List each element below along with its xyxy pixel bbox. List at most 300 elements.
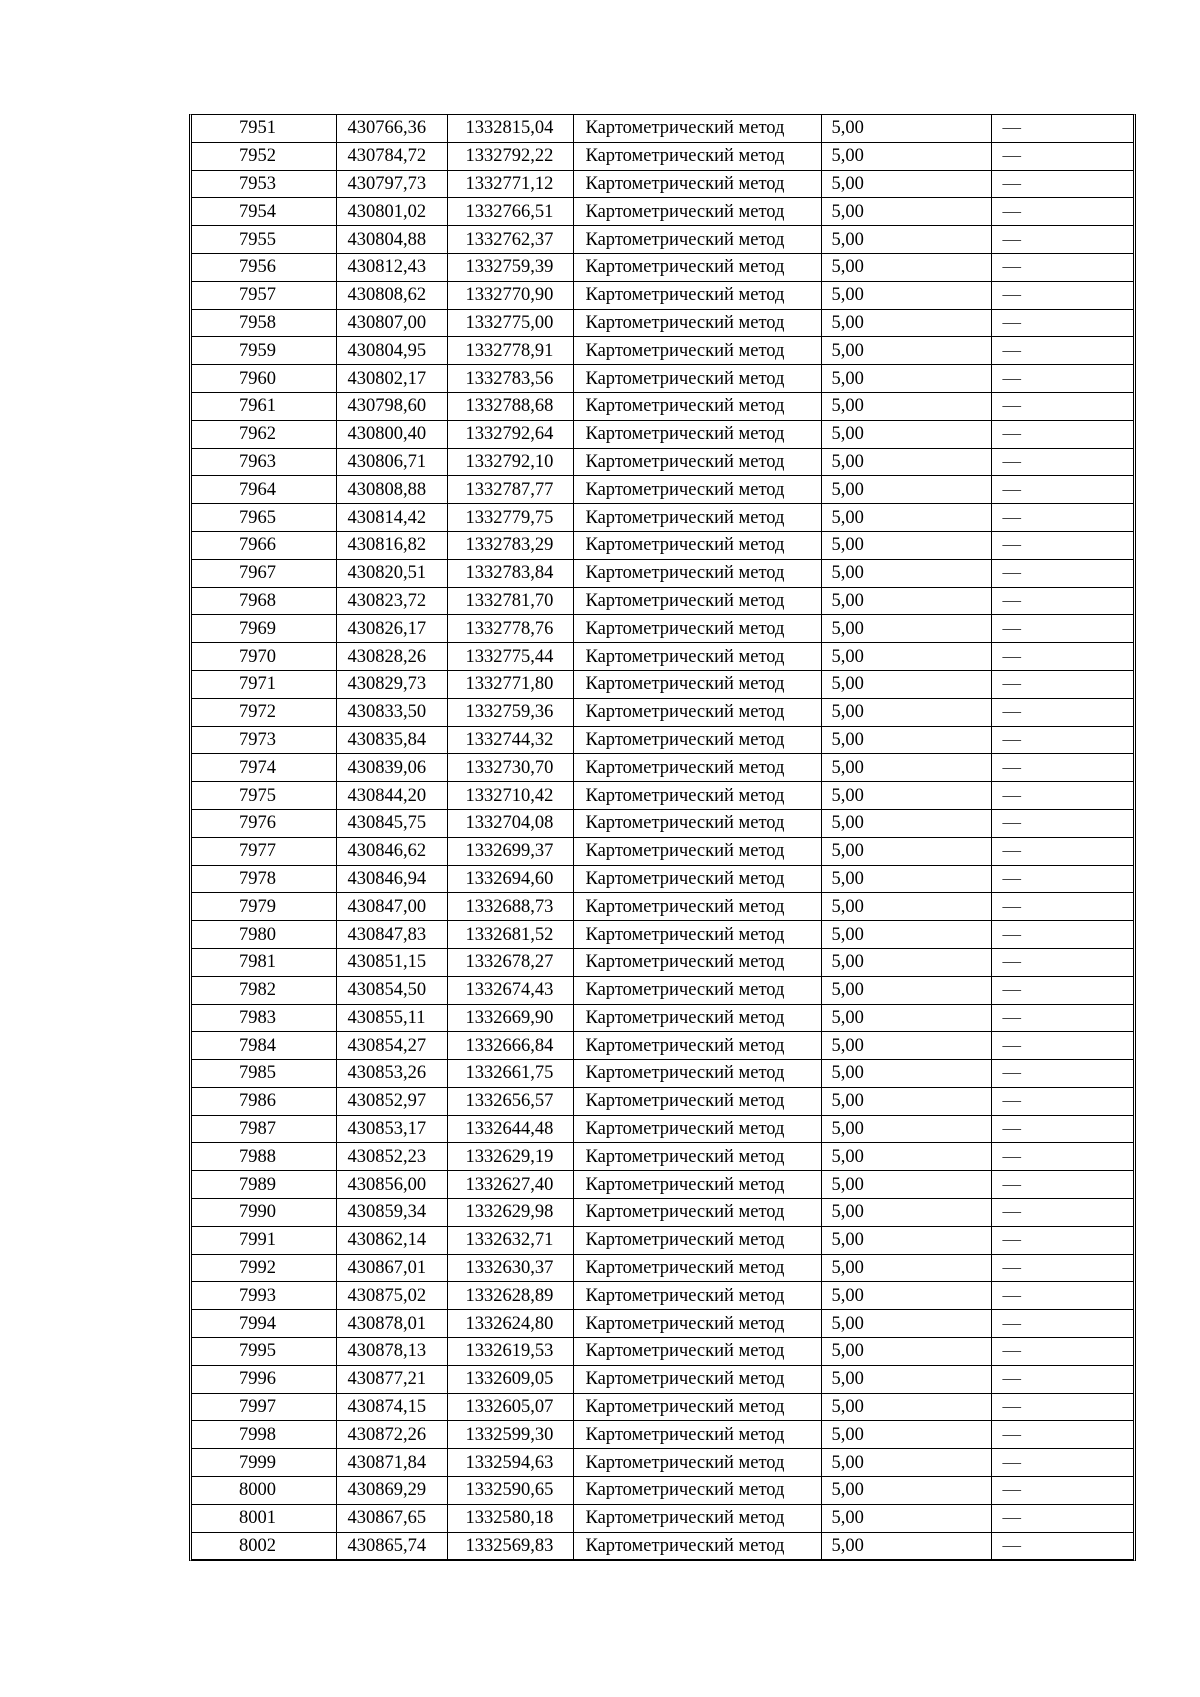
point-number-cell: 7966 [192,531,336,559]
precision-cell: 5,00 [821,1282,991,1310]
method-cell: Картометрический метод [573,1338,821,1366]
table-row [192,309,1133,337]
coord-y-cell: 1332661,75 [447,1060,573,1088]
method-cell: Картометрический метод [573,198,821,226]
precision-cell: 5,00 [821,1310,991,1338]
point-number-cell: 7982 [192,976,336,1004]
method-cell: Картометрический метод [573,948,821,976]
point-number-cell: 7951 [192,115,336,142]
description-cell: — [991,142,1133,170]
method-cell: Картометрический метод [573,670,821,698]
point-number-cell: 7975 [192,782,336,810]
description-cell: — [991,837,1133,865]
coord-x-cell: 430826,17 [336,615,447,643]
method-cell: Картометрический метод [573,1115,821,1143]
precision-cell: 5,00 [821,1199,991,1227]
description-cell: — [991,504,1133,532]
precision-cell: 5,00 [821,1143,991,1171]
description-cell: — [991,115,1133,142]
coord-x-cell: 430865,74 [336,1532,447,1560]
coord-x-cell: 430808,62 [336,281,447,309]
point-number-cell: 7979 [192,893,336,921]
coordinates-table-frame [189,114,1136,1561]
precision-cell: 5,00 [821,615,991,643]
point-number-cell: 7962 [192,420,336,448]
description-cell: — [991,1060,1133,1088]
point-number-cell: 7983 [192,1004,336,1032]
precision-cell: 5,00 [821,281,991,309]
point-number-cell: 7969 [192,615,336,643]
coord-x-cell: 430806,71 [336,448,447,476]
method-cell: Картометрический метод [573,448,821,476]
precision-cell: 5,00 [821,476,991,504]
point-number-cell: 7995 [192,1338,336,1366]
coord-x-cell: 430847,83 [336,921,447,949]
coord-x-cell: 430869,29 [336,1477,447,1505]
method-cell: Картометрический метод [573,1421,821,1449]
coord-x-cell: 430800,40 [336,420,447,448]
table-row [192,1449,1133,1477]
coord-y-cell: 1332688,73 [447,893,573,921]
table-row [192,809,1133,837]
table-row [192,504,1133,532]
precision-cell: 5,00 [821,337,991,365]
precision-cell: 5,00 [821,1421,991,1449]
point-number-cell: 7964 [192,476,336,504]
coord-y-cell: 1332590,65 [447,1477,573,1505]
table-row [192,670,1133,698]
coord-y-cell: 1332762,37 [447,226,573,254]
table-row [192,1115,1133,1143]
coord-x-cell: 430878,13 [336,1338,447,1366]
coord-y-cell: 1332666,84 [447,1032,573,1060]
table-row [192,1032,1133,1060]
coord-y-cell: 1332628,89 [447,1282,573,1310]
coord-y-cell: 1332710,42 [447,782,573,810]
precision-cell: 5,00 [821,1393,991,1421]
description-cell: — [991,1310,1133,1338]
precision-cell: 5,00 [821,921,991,949]
coord-x-cell: 430798,60 [336,392,447,420]
precision-cell: 5,00 [821,1449,991,1477]
point-number-cell: 7960 [192,365,336,393]
table-row [192,698,1133,726]
coord-x-cell: 430812,43 [336,253,447,281]
coord-y-cell: 1332674,43 [447,976,573,1004]
description-cell: — [991,587,1133,615]
point-number-cell: 7958 [192,309,336,337]
precision-cell: 5,00 [821,1087,991,1115]
table-row [192,837,1133,865]
description-cell: — [991,1087,1133,1115]
precision-cell: 5,00 [821,643,991,671]
coord-x-cell: 430867,65 [336,1504,447,1532]
coord-x-cell: 430839,06 [336,754,447,782]
description-cell: — [991,865,1133,893]
precision-cell: 5,00 [821,198,991,226]
coord-y-cell: 1332644,48 [447,1115,573,1143]
method-cell: Картометрический метод [573,1449,821,1477]
point-number-cell: 7980 [192,921,336,949]
method-cell: Картометрический метод [573,1226,821,1254]
method-cell: Картометрический метод [573,837,821,865]
point-number-cell: 7971 [192,670,336,698]
coord-x-cell: 430828,26 [336,643,447,671]
description-cell: — [991,809,1133,837]
coord-y-cell: 1332783,56 [447,365,573,393]
coord-y-cell: 1332656,57 [447,1087,573,1115]
point-number-cell: 7970 [192,643,336,671]
method-cell: Картометрический метод [573,392,821,420]
coord-x-cell: 430802,17 [336,365,447,393]
table-row [192,893,1133,921]
precision-cell: 5,00 [821,365,991,393]
description-cell: — [991,893,1133,921]
point-number-cell: 7996 [192,1365,336,1393]
precision-cell: 5,00 [821,1477,991,1505]
point-number-cell: 7976 [192,809,336,837]
method-cell: Картометрический метод [573,587,821,615]
table-row [192,1393,1133,1421]
description-cell: — [991,281,1133,309]
coord-y-cell: 1332779,75 [447,504,573,532]
precision-cell: 5,00 [821,698,991,726]
precision-cell: 5,00 [821,1171,991,1199]
precision-cell: 5,00 [821,976,991,1004]
point-number-cell: 8002 [192,1532,336,1560]
method-cell: Картометрический метод [573,1477,821,1505]
point-number-cell: 7957 [192,281,336,309]
precision-cell: 5,00 [821,226,991,254]
coord-y-cell: 1332699,37 [447,837,573,865]
precision-cell: 5,00 [821,809,991,837]
precision-cell: 5,00 [821,1115,991,1143]
description-cell: — [991,1338,1133,1366]
description-cell: — [991,754,1133,782]
coord-x-cell: 430833,50 [336,698,447,726]
point-number-cell: 7963 [192,448,336,476]
precision-cell: 5,00 [821,1226,991,1254]
table-row [192,782,1133,810]
description-cell: — [991,476,1133,504]
method-cell: Картометрический метод [573,504,821,532]
coord-y-cell: 1332787,77 [447,476,573,504]
coord-y-cell: 1332783,84 [447,559,573,587]
coord-y-cell: 1332730,70 [447,754,573,782]
point-number-cell: 7967 [192,559,336,587]
table-row [192,1087,1133,1115]
method-cell: Картометрический метод [573,337,821,365]
coord-x-cell: 430804,95 [336,337,447,365]
description-cell: — [991,643,1133,671]
precision-cell: 5,00 [821,420,991,448]
point-number-cell: 7955 [192,226,336,254]
method-cell: Картометрический метод [573,115,821,142]
point-number-cell: 8001 [192,1504,336,1532]
point-number-cell: 7952 [192,142,336,170]
point-number-cell: 7978 [192,865,336,893]
table-row [192,1338,1133,1366]
description-cell: — [991,170,1133,198]
point-number-cell: 7953 [192,170,336,198]
coord-x-cell: 430835,84 [336,726,447,754]
point-number-cell: 7973 [192,726,336,754]
description-cell: — [991,698,1133,726]
coord-y-cell: 1332775,44 [447,643,573,671]
table-row [192,392,1133,420]
precision-cell: 5,00 [821,865,991,893]
coord-x-cell: 430853,26 [336,1060,447,1088]
description-cell: — [991,1421,1133,1449]
point-number-cell: 7961 [192,392,336,420]
coord-x-cell: 430854,27 [336,1032,447,1060]
coord-y-cell: 1332781,70 [447,587,573,615]
coord-x-cell: 430797,73 [336,170,447,198]
precision-cell: 5,00 [821,142,991,170]
coord-y-cell: 1332759,36 [447,698,573,726]
coord-y-cell: 1332771,12 [447,170,573,198]
coord-y-cell: 1332681,52 [447,921,573,949]
coord-x-cell: 430846,62 [336,837,447,865]
description-cell: — [991,309,1133,337]
precision-cell: 5,00 [821,782,991,810]
table-row [192,1504,1133,1532]
point-number-cell: 7965 [192,504,336,532]
precision-cell: 5,00 [821,448,991,476]
table-row [192,559,1133,587]
precision-cell: 5,00 [821,115,991,142]
table-row [192,1365,1133,1393]
point-number-cell: 7994 [192,1310,336,1338]
coord-y-cell: 1332778,76 [447,615,573,643]
coord-x-cell: 430875,02 [336,1282,447,1310]
coord-x-cell: 430808,88 [336,476,447,504]
method-cell: Картометрический метод [573,1310,821,1338]
table-row [192,1004,1133,1032]
description-cell: — [991,948,1133,976]
coord-y-cell: 1332704,08 [447,809,573,837]
method-cell: Картометрический метод [573,1254,821,1282]
table-row [192,921,1133,949]
method-cell: Картометрический метод [573,365,821,393]
point-number-cell: 7988 [192,1143,336,1171]
method-cell: Картометрический метод [573,1060,821,1088]
precision-cell: 5,00 [821,837,991,865]
description-cell: — [991,615,1133,643]
table-body [192,115,1133,1560]
coord-y-cell: 1332580,18 [447,1504,573,1532]
point-number-cell: 7990 [192,1199,336,1227]
method-cell: Картометрический метод [573,1282,821,1310]
coord-x-cell: 430845,75 [336,809,447,837]
table-row [192,476,1133,504]
table-row [192,170,1133,198]
description-cell: — [991,1477,1133,1505]
coord-x-cell: 430766,36 [336,115,447,142]
method-cell: Картометрический метод [573,559,821,587]
description-cell: — [991,782,1133,810]
coord-y-cell: 1332759,39 [447,253,573,281]
method-cell: Картометрический метод [573,1199,821,1227]
point-number-cell: 7997 [192,1393,336,1421]
coord-y-cell: 1332792,22 [447,142,573,170]
coord-y-cell: 1332609,05 [447,1365,573,1393]
coord-y-cell: 1332630,37 [447,1254,573,1282]
coord-y-cell: 1332629,19 [447,1143,573,1171]
method-cell: Картометрический метод [573,1504,821,1532]
coord-y-cell: 1332629,98 [447,1199,573,1227]
coord-y-cell: 1332770,90 [447,281,573,309]
point-number-cell: 7954 [192,198,336,226]
coord-y-cell: 1332744,32 [447,726,573,754]
description-cell: — [991,1532,1133,1560]
precision-cell: 5,00 [821,1060,991,1088]
description-cell: — [991,1004,1133,1032]
table-row [192,253,1133,281]
precision-cell: 5,00 [821,1004,991,1032]
coord-x-cell: 430878,01 [336,1310,447,1338]
coord-x-cell: 430853,17 [336,1115,447,1143]
method-cell: Картометрический метод [573,1393,821,1421]
table-row [192,948,1133,976]
point-number-cell: 7959 [192,337,336,365]
coord-x-cell: 430801,02 [336,198,447,226]
method-cell: Картометрический метод [573,1171,821,1199]
method-cell: Картометрический метод [573,615,821,643]
method-cell: Картометрический метод [573,531,821,559]
coord-x-cell: 430852,97 [336,1087,447,1115]
description-cell: — [991,559,1133,587]
description-cell: — [991,1115,1133,1143]
precision-cell: 5,00 [821,1504,991,1532]
coord-x-cell: 430856,00 [336,1171,447,1199]
point-number-cell: 7985 [192,1060,336,1088]
coord-x-cell: 430784,72 [336,142,447,170]
table-row [192,1226,1133,1254]
precision-cell: 5,00 [821,1032,991,1060]
method-cell: Картометрический метод [573,420,821,448]
point-number-cell: 7968 [192,587,336,615]
table-row [192,1421,1133,1449]
table-row [192,531,1133,559]
coord-y-cell: 1332775,00 [447,309,573,337]
method-cell: Картометрический метод [573,643,821,671]
coord-x-cell: 430844,20 [336,782,447,810]
coord-x-cell: 430807,00 [336,309,447,337]
table-row [192,1143,1133,1171]
precision-cell: 5,00 [821,1365,991,1393]
description-cell: — [991,1282,1133,1310]
coord-x-cell: 430823,72 [336,587,447,615]
description-cell: — [991,531,1133,559]
point-number-cell: 7972 [192,698,336,726]
description-cell: — [991,1504,1133,1532]
method-cell: Картометрический метод [573,782,821,810]
description-cell: — [991,420,1133,448]
method-cell: Картометрический метод [573,1143,821,1171]
precision-cell: 5,00 [821,1532,991,1560]
point-number-cell: 7981 [192,948,336,976]
method-cell: Картометрический метод [573,865,821,893]
method-cell: Картометрический метод [573,893,821,921]
coord-y-cell: 1332678,27 [447,948,573,976]
table-row [192,754,1133,782]
coord-x-cell: 430820,51 [336,559,447,587]
coord-y-cell: 1332632,71 [447,1226,573,1254]
description-cell: — [991,1171,1133,1199]
coord-y-cell: 1332815,04 [447,115,573,142]
description-cell: — [991,337,1133,365]
point-number-cell: 7974 [192,754,336,782]
table-row [192,587,1133,615]
method-cell: Картометрический метод [573,1532,821,1560]
method-cell: Картометрический метод [573,1004,821,1032]
table-row [192,1477,1133,1505]
description-cell: — [991,1143,1133,1171]
coord-y-cell: 1332792,64 [447,420,573,448]
coord-y-cell: 1332778,91 [447,337,573,365]
method-cell: Картометрический метод [573,976,821,1004]
description-cell: — [991,226,1133,254]
table-row [192,142,1133,170]
method-cell: Картометрический метод [573,698,821,726]
coord-x-cell: 430852,23 [336,1143,447,1171]
table-row [192,1532,1133,1560]
coord-x-cell: 430855,11 [336,1004,447,1032]
coord-y-cell: 1332594,63 [447,1449,573,1477]
coord-y-cell: 1332788,68 [447,392,573,420]
description-cell: — [991,1365,1133,1393]
coord-y-cell: 1332624,80 [447,1310,573,1338]
precision-cell: 5,00 [821,253,991,281]
table-row [192,1171,1133,1199]
method-cell: Картометрический метод [573,170,821,198]
method-cell: Картометрический метод [573,142,821,170]
coord-x-cell: 430851,15 [336,948,447,976]
coord-x-cell: 430874,15 [336,1393,447,1421]
coord-y-cell: 1332619,53 [447,1338,573,1366]
precision-cell: 5,00 [821,531,991,559]
method-cell: Картометрический метод [573,726,821,754]
table-row [192,1282,1133,1310]
coord-y-cell: 1332783,29 [447,531,573,559]
precision-cell: 5,00 [821,587,991,615]
method-cell: Картометрический метод [573,476,821,504]
method-cell: Картометрический метод [573,1032,821,1060]
coord-y-cell: 1332766,51 [447,198,573,226]
coord-y-cell: 1332605,07 [447,1393,573,1421]
description-cell: — [991,1032,1133,1060]
table-row [192,865,1133,893]
precision-cell: 5,00 [821,754,991,782]
precision-cell: 5,00 [821,948,991,976]
description-cell: — [991,1449,1133,1477]
method-cell: Картометрический метод [573,253,821,281]
point-number-cell: 7991 [192,1226,336,1254]
coord-y-cell: 1332669,90 [447,1004,573,1032]
table-row [192,976,1133,1004]
coord-x-cell: 430872,26 [336,1421,447,1449]
coord-y-cell: 1332627,40 [447,1171,573,1199]
description-cell: — [991,198,1133,226]
coord-y-cell: 1332792,10 [447,448,573,476]
precision-cell: 5,00 [821,392,991,420]
description-cell: — [991,392,1133,420]
point-number-cell: 7956 [192,253,336,281]
method-cell: Картометрический метод [573,281,821,309]
precision-cell: 5,00 [821,670,991,698]
precision-cell: 5,00 [821,893,991,921]
